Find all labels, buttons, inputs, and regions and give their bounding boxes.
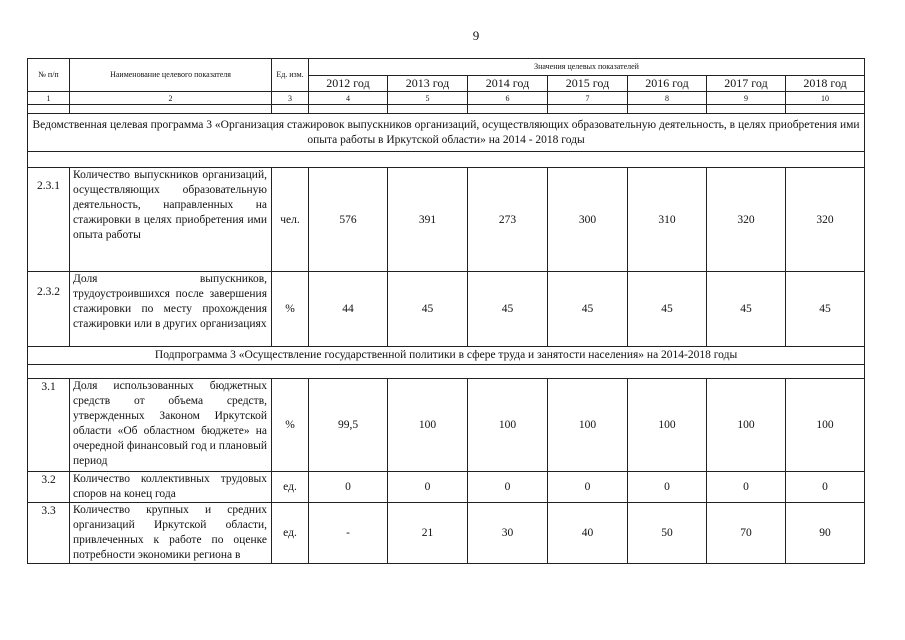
column-numbers-row: [28, 92, 865, 105]
section-row: [28, 347, 865, 365]
table-row: [28, 503, 865, 564]
row-code: 3.1: [28, 379, 70, 472]
row-value: 100: [628, 379, 707, 472]
row-value: 320: [707, 168, 786, 272]
header-year: 2015 год: [548, 76, 628, 92]
table-row: [28, 168, 865, 272]
section-title: Ведомственная целевая программа 3 «Организация стажировок выпускников организаций, осуществляющих образовательную деятельность, в целях приобретения ими опыта работы в Иркутской области» на 2014 - 2018 годы: [28, 114, 865, 152]
header-name: Наименование целевого показателя: [70, 59, 272, 92]
row-value: 45: [628, 272, 707, 347]
row-value: 320: [786, 168, 865, 272]
table-row: [28, 472, 865, 503]
row-value: 45: [468, 272, 548, 347]
row-value: 273: [468, 168, 548, 272]
row-value: 100: [707, 379, 786, 472]
row-value: 0: [548, 472, 628, 503]
header-num: № п/п: [28, 59, 70, 92]
row-value: 40: [548, 503, 628, 564]
spacer-row: [28, 365, 865, 379]
row-value: 0: [786, 472, 865, 503]
row-value: 0: [388, 472, 468, 503]
section-row: [28, 114, 865, 152]
column-number: 2: [70, 92, 272, 105]
row-name: Доля выпускников, трудоустроившихся после завершения стажировки по месту прохождения стажировки или в других организациях: [70, 272, 272, 347]
row-value: 44: [309, 272, 388, 347]
column-number: 10: [786, 92, 865, 105]
row-value: 391: [388, 168, 468, 272]
row-value: 0: [707, 472, 786, 503]
header-year: 2018 год: [786, 76, 865, 92]
row-value: 100: [388, 379, 468, 472]
row-unit: чел.: [272, 168, 309, 272]
table-row: [28, 272, 865, 347]
row-value: 100: [786, 379, 865, 472]
row-code: 2.3.1: [28, 168, 70, 272]
header-year: 2014 год: [468, 76, 548, 92]
column-number: 9: [707, 92, 786, 105]
row-value: 30: [468, 503, 548, 564]
row-value: 45: [707, 272, 786, 347]
row-unit: ед.: [272, 503, 309, 564]
row-value: 310: [628, 168, 707, 272]
row-value: 576: [309, 168, 388, 272]
row-code: 3.2: [28, 472, 70, 503]
row-value: 70: [707, 503, 786, 564]
row-value: 0: [468, 472, 548, 503]
row-code: 2.3.2: [28, 272, 70, 347]
column-number: 8: [628, 92, 707, 105]
row-name: Количество выпускников организаций, осуществляющих образовательную деятельность, направленных на стажировки в целях приобретения ими опыта работы: [70, 168, 272, 272]
row-value: 50: [628, 503, 707, 564]
row-value: 100: [548, 379, 628, 472]
header-year: 2013 год: [388, 76, 468, 92]
row-value: 0: [309, 472, 388, 503]
target-indicators-table: [27, 58, 865, 564]
row-value: 45: [548, 272, 628, 347]
row-unit: %: [272, 272, 309, 347]
row-value: 45: [786, 272, 865, 347]
spacer-row: [28, 152, 865, 168]
row-name: Количество коллективных трудовых споров на конец года: [70, 472, 272, 503]
row-unit: ед.: [272, 472, 309, 503]
row-value: -: [309, 503, 388, 564]
row-value: 99,5: [309, 379, 388, 472]
row-value: 90: [786, 503, 865, 564]
header-year: 2012 год: [309, 76, 388, 92]
column-number: 5: [388, 92, 468, 105]
header-row-top: [28, 59, 865, 76]
header-year: 2017 год: [707, 76, 786, 92]
row-name: Количество крупных и средних организаций Иркутской области, привлеченных к работе по оценке потребности экономики региона в: [70, 503, 272, 564]
page-number: 9: [472, 28, 480, 43]
spacer-row: [28, 105, 865, 114]
column-number: 4: [309, 92, 388, 105]
table-row: [28, 379, 865, 472]
row-value: 0: [628, 472, 707, 503]
column-number: 3: [272, 92, 309, 105]
row-value: 21: [388, 503, 468, 564]
row-value: 300: [548, 168, 628, 272]
column-number: 7: [548, 92, 628, 105]
header-unit: Ед. изм.: [272, 59, 309, 92]
row-value: 100: [468, 379, 548, 472]
column-number: 1: [28, 92, 70, 105]
row-code: 3.3: [28, 503, 70, 564]
indicator-table-container: [27, 58, 865, 564]
row-unit: %: [272, 379, 309, 472]
row-value: 45: [388, 272, 468, 347]
header-values-group: Значения целевых показателей: [309, 59, 865, 76]
header-year: 2016 год: [628, 76, 707, 92]
row-name: Доля использованных бюджетных средств от объема средств, утвержденных Законом Иркутской области «Об областном бюджете» на очередной финансовый год и плановый период: [70, 379, 272, 472]
section-title: Подпрограмма 3 «Осуществление государственной политики в сфере труда и занятости населения» на 2014-2018 годы: [28, 347, 865, 365]
column-number: 6: [468, 92, 548, 105]
